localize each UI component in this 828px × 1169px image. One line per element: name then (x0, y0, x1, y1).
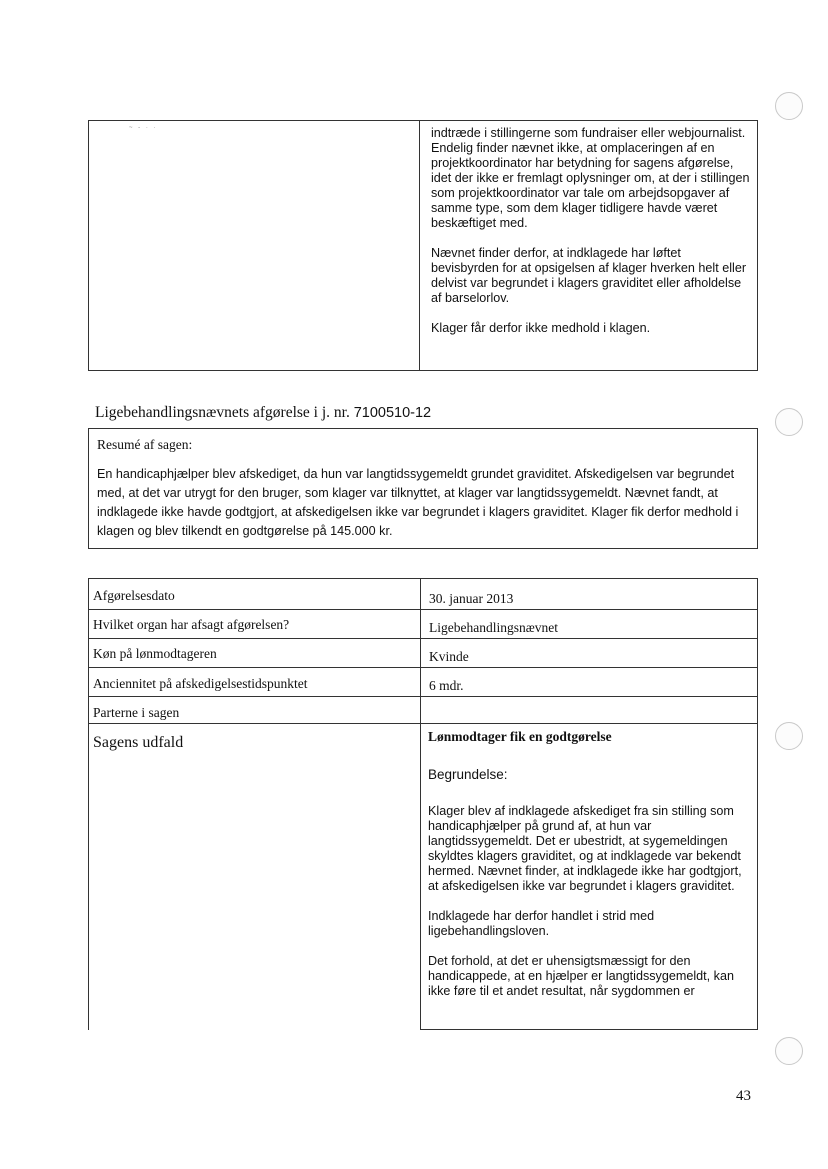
row-divider (89, 638, 757, 639)
punch-hole (775, 92, 803, 120)
case-number: 7100510-12 (353, 405, 432, 421)
decision-heading (95, 404, 431, 422)
continuation-table (88, 120, 758, 371)
continuation-paragraph: indtræde i stillingerne som fundraiser eller webjournalist. Endelig finder nævnet ikke, at omplaceringen af en projektkoordinator har betydning for sagens afgørelse, idet der ikke er fremlagt oplysninger om, at der i stillingen som projektkoordinator var tale om arbejdsopgaver af samme type, som dem klager tidligere havde været beskæftiget med. (431, 126, 750, 230)
decision-heading-text: Ligebehandlingsnævnets afgørelse i j. nr. (95, 404, 350, 421)
row-divider (89, 609, 757, 610)
outcome-label: Sagens udfald (93, 734, 184, 751)
resume-box (88, 428, 758, 549)
row-value-body: Ligebehandlingsnævnet (429, 620, 558, 635)
row-value-decision-date: 30. januar 2013 (429, 591, 514, 606)
punch-hole (775, 408, 803, 436)
resume-text: En handicaphjælper blev afskediget, da hun var langtidssygemeldt grundet graviditet. Afskedigelsen var begrundet med, at det var utrygt for den bruger, som klager var tilknyttet, at klager var langtidssygemeldt. Nævnet fandt, at indklagede ikke havde godtgjort, at afskedigelsen ikke var begrundet i klagers graviditet. Klager fik derfor medhold i klagen og blev tilkendt en godtgørelse på 145.000 kr. (97, 467, 739, 538)
continuation-paragraph: Nævnet finder derfor, at indklagede har løftet bevisbyrden for at opsigelsen af klager hverken helt eller delvist var begrundet i klagers graviditet eller afholdelse af barselorlov. (431, 246, 747, 305)
row-divider (89, 723, 757, 724)
punch-hole (775, 722, 803, 750)
outcome-title: Lønmodtager fik en godtgørelse (428, 729, 612, 744)
reason-paragraph: Det forhold, at det er uhensigtsmæssigt for den handicappede, at en hjælper er langtidssygemeldt, kan ikke føre til et andet resultat, når sygdommen er (428, 954, 734, 998)
page-number: 43 (736, 1088, 751, 1104)
row-divider (89, 667, 757, 668)
column-divider (420, 579, 421, 1030)
row-label-parties: Parterne i sagen (93, 705, 180, 720)
punch-hole (775, 1037, 803, 1065)
reason-paragraph: Indklagede har derfor handlet i strid med ligebehandlingsloven. (428, 909, 655, 938)
row-label-decision-date: Afgørelsesdato (93, 588, 175, 603)
continuation-paragraph: Klager får derfor ikke medhold i klagen. (431, 321, 651, 335)
reason-paragraph: Klager blev af indklagede afskediget fra sin stilling som handicaphjælper på grund af, at hun var langtidssygemeldt. Det er ubestridt, at sygemeldingen skyldtes klagers graviditet, og at indklagede var bekendt hermed. Nævnet finder, at indklagede ikke har godtgjort, at afskedigelsen ikke var begrundet i klagers graviditet. (428, 804, 742, 893)
pencil-mark: ~ - · · (129, 125, 158, 131)
row-divider (89, 696, 757, 697)
reason-label: Begrundelse: (428, 767, 508, 782)
details-table (88, 578, 758, 1030)
row-divider (420, 1029, 757, 1030)
column-divider (419, 121, 420, 370)
continuation-text (431, 126, 751, 336)
resume-label: Resumé af sagen: (97, 437, 193, 452)
row-label-gender: Køn på lønmodtageren (93, 646, 217, 661)
row-label-seniority: Anciennitet på afskedigelsestidspunktet (93, 676, 308, 691)
outcome-cell (428, 729, 753, 1014)
row-value-seniority: 6 mdr. (429, 678, 464, 693)
row-label-body: Hvilket organ har afsagt afgørelsen? (93, 617, 290, 632)
row-value-gender: Kvinde (429, 649, 469, 664)
